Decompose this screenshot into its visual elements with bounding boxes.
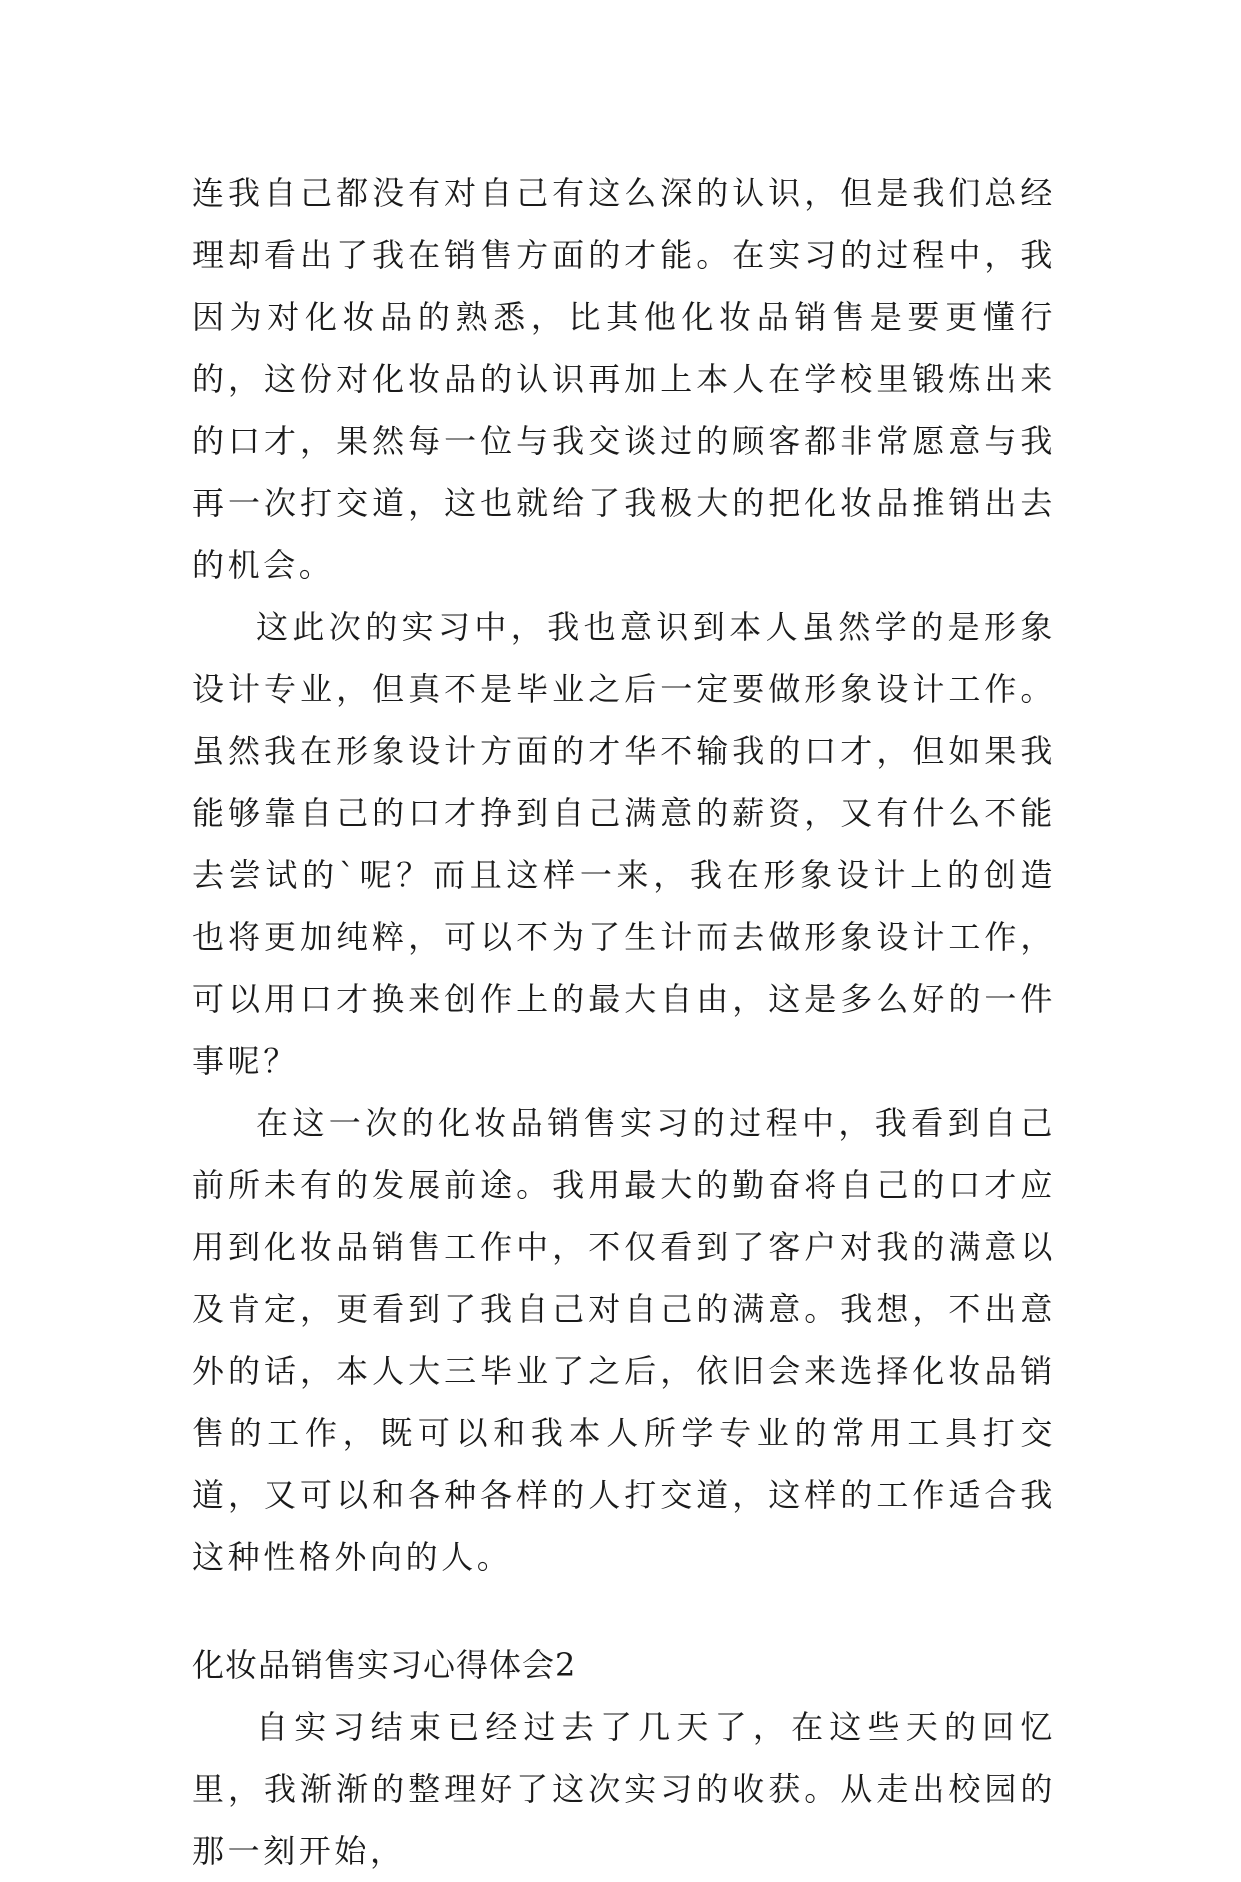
paragraph-3: 在这一次的化妆品销售实习的过程中，我看到自己前所未有的发展前途。我用最大的勤奋将自己的口才应用到化妆品销售工作中，不仅看到了客户对我的满意以及肯定，更看到了我自己对自己的满意。我想，不出意外的话，本人大三毕业了之后，依旧会来选择化妆品销售的工作，既可以和我本人所学专业的常用工具打交道，又可以和各种各样的人打交道，这样的工作适合我这种性格外向的人。 <box>192 1104 1056 1576</box>
section-spacer <box>192 1588 1056 1634</box>
paragraph-2: 这此次的实习中，我也意识到本人虽然学的是形象设计专业，但真不是毕业之后一定要做形象设计工作。虽然我在形象设计方面的才华不输我的口才，但如果我能够靠自己的口才挣到自己满意的薪资，又有什么不能去尝试的`呢？而且这样一来，我在形象设计上的创造也将更加纯粹，可以不为了生计而去做形象设计工作，可以用口才换来创作上的最大自由，这是多么好的一件事呢？ <box>192 608 1056 1080</box>
section-heading: 化妆品销售实习心得体会2 <box>192 1646 577 1684</box>
document-body <box>192 162 1056 1882</box>
paragraph-1: 连我自己都没有对自己有这么深的认识，但是我们总经理却看出了我在销售方面的才能。在实习的过程中，我因为对化妆品的熟悉，比其他化妆品销售是要更懂行的，这份对化妆品的认识再加上本人在学校里锻炼出来的口才，果然每一位与我交谈过的顾客都非常愿意与我再一次打交道，这也就给了我极大的把化妆品推销出去的机会。 <box>192 174 1056 584</box>
paragraph-4: 自实习结束已经过去了几天了，在这些天的回忆里，我渐渐的整理好了这次实习的收获。从走出校园的那一刻开始， <box>192 1708 1056 1870</box>
